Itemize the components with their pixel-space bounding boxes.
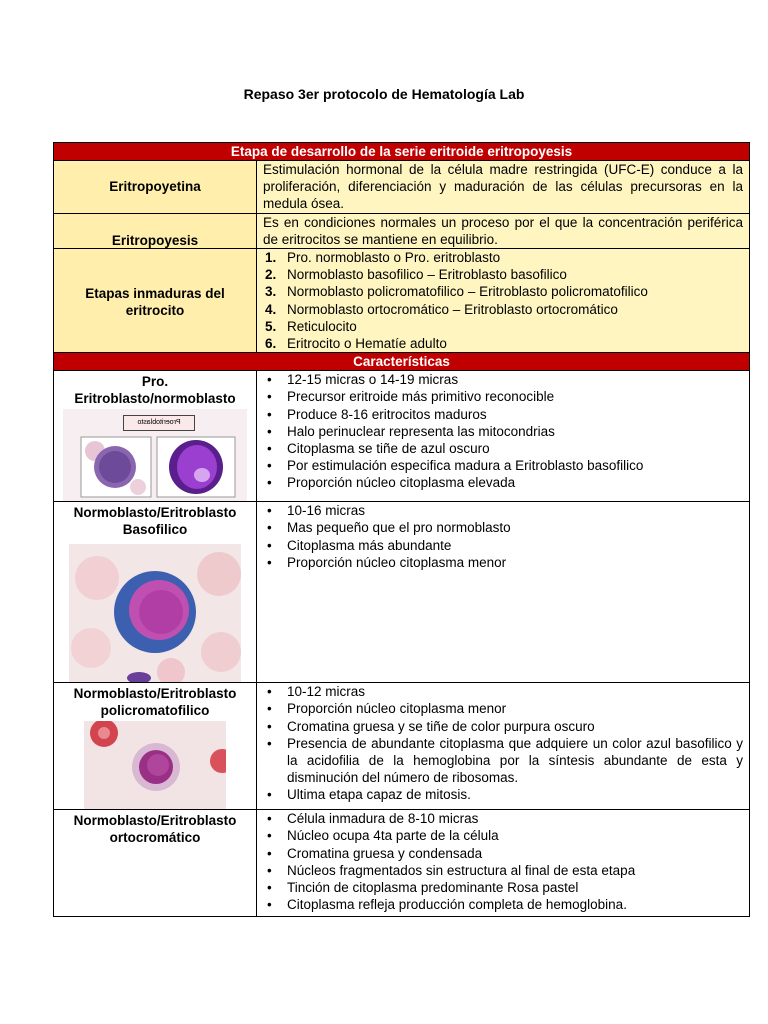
label-ortocromatico	[54, 810, 257, 917]
label-eritropoyesis	[54, 213, 257, 248]
list-item: • Precursor eritroide más primitivo reconocible	[263, 388, 743, 405]
bullet-list	[263, 810, 743, 913]
image-caption: Proeritoblasto	[123, 415, 195, 431]
list-item: • Tinción de citoplasma predominante Rosa pastel	[263, 879, 743, 896]
micrograph-proeritroblasto	[63, 409, 247, 501]
list-item: • Produce 8-16 eritrocitos maduros	[263, 406, 743, 423]
list-item: • 12-15 micras o 14-19 micras	[263, 371, 743, 388]
label-policromatofilico	[54, 683, 257, 810]
section-header-row	[54, 353, 750, 371]
label-line-2: eritrocito	[125, 302, 185, 318]
list-item: 3. Normoblasto policromatofilico – Eritroblasto policromatofilico	[265, 284, 648, 300]
list-item: • 10-12 micras	[263, 683, 743, 700]
bullet-list	[263, 371, 743, 491]
label-line-1: Normoblasto/Eritroblasto	[73, 686, 237, 702]
cell-illustration	[84, 721, 226, 809]
micrograph-policromatofilico	[84, 721, 226, 809]
text-eritropoyetina: Estimulación hormonal de la célula madre restringida (UFC-E) conduce a la proliferación, diferenciación y maduración de las células precursoras en la medula ósea.	[257, 161, 750, 214]
bullet-list	[263, 683, 743, 803]
list-ortocromatico	[257, 810, 750, 917]
label-pro-eritroblasto	[54, 371, 257, 502]
list-item: • Núcleo ocupa 4ta parte de la célula	[263, 827, 743, 844]
label-eritropoyetina	[54, 161, 257, 214]
row-policromatofilico	[54, 683, 750, 810]
label-text: Eritropoyesis	[111, 233, 199, 249]
list-item: • Cromatina gruesa y condensada	[263, 845, 743, 862]
list-item: • Proporción núcleo citoplasma menor	[263, 700, 743, 717]
list-basofilico	[257, 502, 750, 683]
label-line-1: Pro.	[141, 374, 169, 390]
label-line-2: Eritroblasto/normoblasto	[74, 391, 236, 407]
label-line-2: ortocromático	[109, 830, 201, 846]
text-eritropoyesis: Es en condiciones normales un proceso por el que la concentración periférica de eritrocitos se mantiene en equilibrio.	[257, 213, 750, 248]
list-item: • Célula inmadura de 8-10 micras	[263, 810, 743, 827]
row-pro-eritroblasto	[54, 371, 750, 502]
cell-illustration	[63, 409, 247, 501]
row-eritropoyesis	[54, 213, 750, 248]
section-header-row	[54, 143, 750, 161]
row-ortocromatico	[54, 810, 750, 917]
list-item: • Citoplasma refleja producción completa de hemoglobina.	[263, 896, 743, 913]
list-item: • Citoplasma más abundante	[263, 537, 743, 554]
cell-illustration	[69, 544, 241, 682]
label-line-2: policromatofilico	[100, 703, 210, 719]
micrograph-basofilico	[69, 544, 241, 682]
section-header-development: Etapa de desarrollo de la serie eritroide eritropoyesis	[54, 143, 750, 161]
label-line-1: Normoblasto/Eritroblasto	[73, 505, 237, 521]
label-line-2: Basofilico	[122, 522, 188, 538]
label-etapas	[54, 249, 257, 353]
list-item: • Halo perinuclear representa las mitocondrias	[263, 423, 743, 440]
bullet-list	[263, 502, 743, 571]
list-pro-eritroblasto	[257, 371, 750, 502]
row-eritropoyetina	[54, 161, 750, 214]
list-item: • Núcleos fragmentados sin estructura al final de esta etapa	[263, 862, 743, 879]
document-title: Repaso 3er protocolo de Hematología Lab	[243, 86, 525, 102]
numbered-list	[263, 249, 743, 352]
list-item: 6. Eritrocito o Hematíe adulto	[265, 336, 447, 352]
label-line-1: Etapas inmaduras del	[85, 285, 225, 301]
list-item: • Por estimulación especifica madura a Eritroblasto basofilico	[263, 457, 743, 474]
list-policromatofilico	[257, 683, 750, 810]
row-etapas	[54, 249, 750, 353]
list-item: 5. Reticulocito	[265, 318, 357, 334]
list-item: 4. Normoblasto ortocromático – Eritroblasto ortocromático	[265, 301, 618, 317]
list-etapas	[257, 249, 750, 353]
list-item: • Citoplasma se tiñe de azul oscuro	[263, 440, 743, 457]
list-item: 2. Normoblasto basofilico – Eritroblasto basofilico	[265, 267, 567, 283]
erythropoiesis-table	[53, 142, 750, 917]
list-item: • Proporción núcleo citoplasma elevada	[263, 474, 743, 491]
list-item: • 10-16 micras	[263, 502, 743, 519]
label-text: Eritropoyetina	[109, 179, 201, 195]
list-item: • Mas pequeño que el pro normoblasto	[263, 519, 743, 536]
list-item: • Presencia de abundante citoplasma que adquiere un color azul basofilico y la acidofilia de la hemoglobina por la síntesis abundante de esta y disminución del número de ribosomas.	[263, 735, 743, 787]
row-basofilico	[54, 502, 750, 683]
section-header-characteristics: Características	[54, 353, 750, 371]
label-line-1: Normoblasto/Eritroblasto	[73, 813, 237, 829]
list-item: • Cromatina gruesa y se tiñe de color purpura oscuro	[263, 718, 743, 735]
list-item: 1. Pro. normoblasto o Pro. eritroblasto	[265, 250, 501, 266]
list-item: • Ultima etapa capaz de mitosis.	[263, 786, 743, 803]
label-basofilico	[54, 502, 257, 683]
list-item: • Proporción núcleo citoplasma menor	[263, 554, 743, 571]
